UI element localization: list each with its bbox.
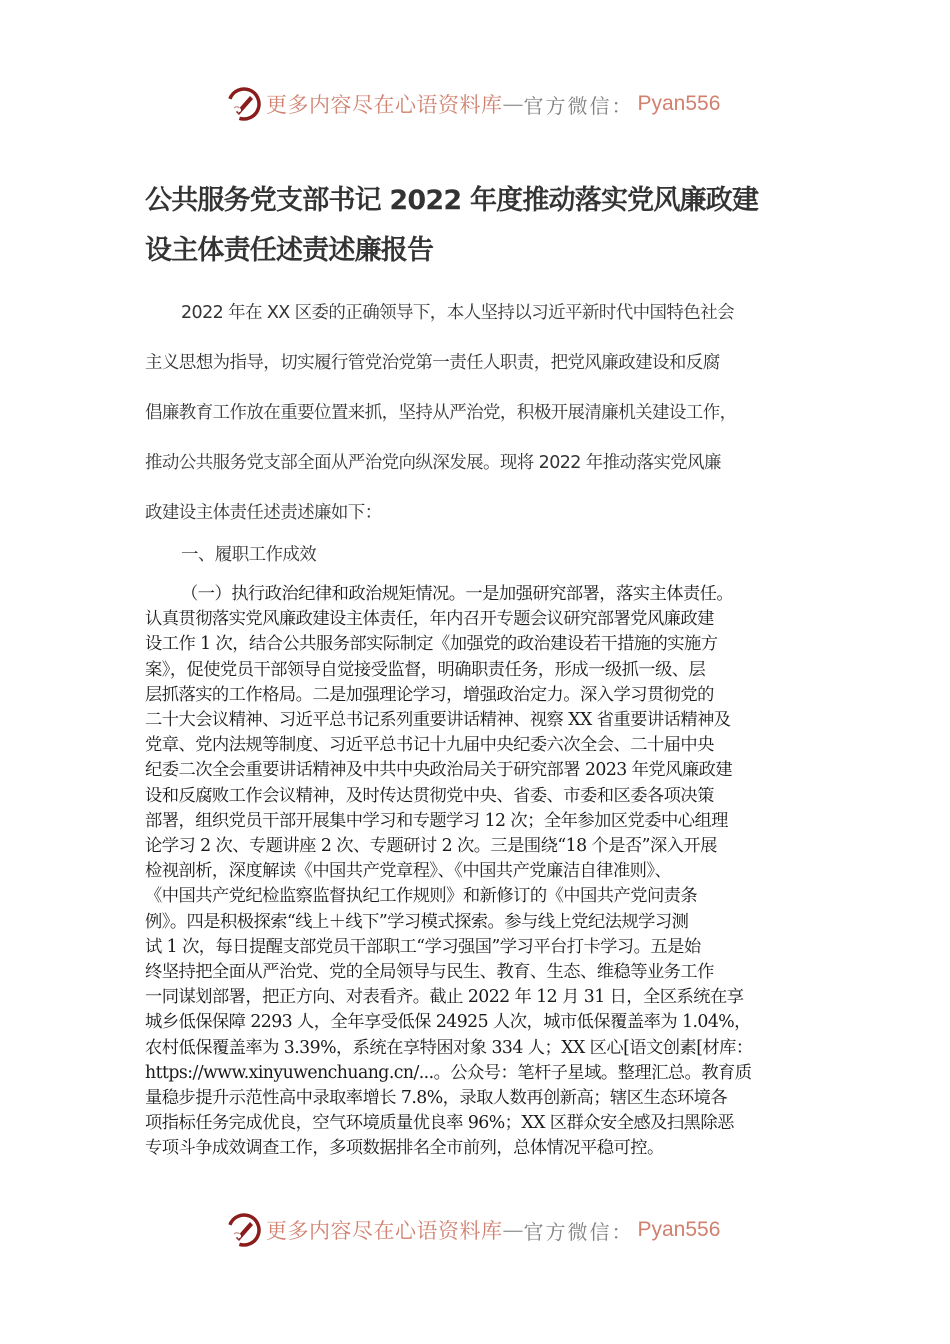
body-line: 纪委二次全会重要讲话精神及中共中央政治局关于研究部署 2023 年党风廉政建 — [145, 760, 733, 781]
body-line: （一）执行政治纪律和政治规矩情况。一是加强研究部署，落实主体责任。 — [181, 584, 734, 604]
body-line: 层抓落实的工作格局。二是加强理论学习，增强政治定力。深入学习贯彻党的 — [145, 684, 714, 705]
watermark-brand-text: 更多内容尽在心语资料库 — [266, 1219, 503, 1243]
title-line: 公共服务党支部书记 2022 年度推动落实党风廉政建 — [145, 185, 759, 216]
header-watermark-banner — [226, 84, 726, 124]
watermark-wechat-handle: Pyan556 — [637, 1218, 721, 1241]
intro-line: 2022 年在 XX 区委的正确领导下，本人坚持以习近平新时代中国特色社会 — [181, 303, 734, 323]
body-line: 二十大会议精神、习近平总书记系列重要讲话精神、视察 XX 省重要讲话精神及 — [145, 710, 731, 731]
intro-line: 推动公共服务党支部全面从严治党向纵深发展。现将 2022 年推动落实党风廉 — [145, 453, 721, 473]
intro-line: 倡廉教育工作放在重要位置来抓，坚持从严治党，积极开展清廉机关建设工作， — [145, 403, 737, 423]
quill-pen-logo-icon — [226, 86, 262, 122]
body-line: 检视剖析，深度解读《中国共产党章程》、《中国共产党廉洁自律准则》、 — [145, 861, 672, 882]
section-heading: 一、履职工作成效 — [181, 545, 317, 565]
intro-line: 主义思想为指导，切实履行管党治党第一责任人职责，把党风廉政建设和反腐 — [145, 353, 720, 373]
document-title — [145, 176, 815, 276]
body-line: 设工作 1 次，结合公共服务部实际制定《加强党的政治建设若干措施的实施方 — [145, 634, 718, 655]
body-line: 城乡低保保障 2293 人，全年享受低保 24925 人次，城市低保覆盖率为 1.04%， — [145, 1012, 751, 1033]
body-line: 专项斗争成效调查工作，多项数据排名全市前列，总体情况平稳可控。 — [145, 1138, 664, 1159]
body-line: 一同谋划部署，把正方向、对表看齐。截止 2022 年 12 月 31 日，全区系统在享 — [145, 987, 744, 1008]
body-line: 农村低保覆盖率为 3.39%，系统在享特困对象 334 人；XX 区心[语文创素[材库： — [145, 1037, 753, 1058]
body-line: 认真贯彻落实党风廉政建设主体责任，年内召开专题会议研究部署党风廉政建 — [145, 609, 714, 630]
body-line: 设和反腐败工作会议精神，及时传达贯彻党中央、省委、市委和区委各项决策 — [145, 785, 714, 806]
body-line: 量稳步提升示范性高中录取率增长 7.8%，录取人数再创新高；辖区生态环境各 — [145, 1088, 728, 1109]
body-line: 终坚持把全面从严治党、党的全局领导与民生、教育、生态、维稳等业务工作 — [145, 962, 714, 983]
body-line: 例》。四是积极探索“线上＋线下”学习模式探索。参与线上党纪法规学习测 — [145, 911, 689, 932]
body-line: 论学习 2 次、专题讲座 2 次、专题研讨 2 次。三是围绕“18 个是否”深入开展 — [145, 836, 717, 857]
footer-watermark-banner — [226, 1210, 726, 1250]
body-line: 部署，组织党员干部开展集中学习和专题学习 12 次；全年参加区党委中心组理 — [145, 810, 728, 831]
watermark-brand-text: 更多内容尽在心语资料库 — [266, 93, 503, 117]
title-line: 设主体责任述责述廉报告 — [145, 235, 434, 266]
watermark-wechat-handle: Pyan556 — [637, 92, 721, 115]
body-line: 项指标任务完成优良，空气环境质量优良率 96%；XX 区群众安全感及扫黑除恶 — [145, 1113, 734, 1134]
intro-line: 政建设主体责任述责述廉如下： — [145, 503, 382, 523]
watermark-dash: — — [502, 1218, 524, 1242]
intro-paragraph — [145, 288, 815, 538]
body-line: 案》，促使党员干部领导自觉接受监督，明确职责任务，形成一级抓一级、层 — [145, 659, 706, 680]
body-line: 党章、党内法规等制度、习近平总书记十九届中央纪委六次全会、二十届中央 — [145, 735, 714, 756]
body-paragraph — [145, 582, 815, 1162]
watermark-contact-label: 官方微信： — [523, 1219, 634, 1244]
quill-pen-logo-icon — [226, 1212, 262, 1248]
body-line: 试 1 次，每日提醒支部党员干部职工“学习强国”学习平台打卡学习。五是始 — [145, 936, 701, 957]
body-line: 《中国共产党纪检监察监督执纪工作规则》和新修订的《中国共产党问责条 — [145, 886, 698, 907]
watermark-contact-label: 官方微信： — [523, 93, 634, 118]
watermark-dash: — — [502, 92, 524, 116]
body-line-url: https://www.xinyuwenchuang.cn/...。公众号：笔杆子星域。整理汇总。教育质 — [145, 1062, 752, 1083]
